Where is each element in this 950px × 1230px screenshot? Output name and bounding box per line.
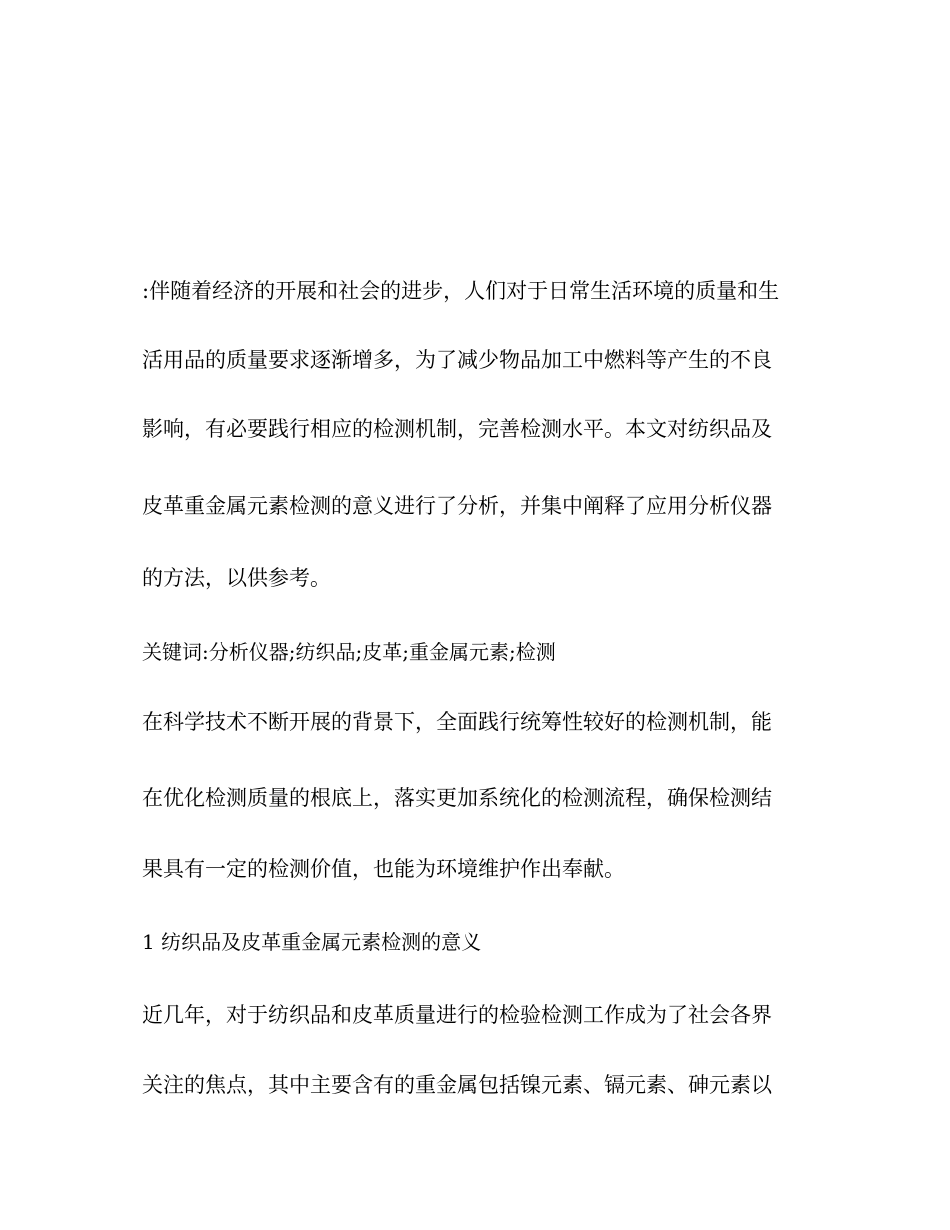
- abstract-line: 活用品的质量要求逐渐增多，为了减少物品加工中燃料等产生的不良: [142, 348, 772, 372]
- section-body-line: 关注的焦点，其中主要含有的重金属包括镍元素、镉元素、砷元素以: [142, 1073, 772, 1097]
- intro-line: 果具有一定的检测价值，也能为环境维护作出奉献。: [142, 857, 625, 881]
- section-body-line: 近几年，对于纺织品和皮革质量进行的检验检测工作成为了社会各界: [142, 1003, 772, 1027]
- keywords-line: 关键词:分析仪器;纺织品;皮革;重金属元素;检测: [142, 640, 556, 664]
- section-heading: 1 纺织品及皮革重金属元素检测的意义: [142, 930, 482, 954]
- abstract-line: 皮革重金属元素检测的意义进行了分析，并集中阐释了应用分析仪器: [142, 494, 772, 518]
- intro-line: 在优化检测质量的根底上，落实更加系统化的检测流程，确保检测结: [142, 786, 772, 810]
- intro-line: 在科学技术不断开展的背景下，全面践行统筹性较好的检测机制，能: [142, 710, 772, 734]
- abstract-line: 影响，有必要践行相应的检测机制，完善检测水平。本文对纺织品及: [142, 417, 772, 441]
- abstract-line: :伴随着经济的开展和社会的进步，人们对于日常生活环境的质量和生: [142, 279, 780, 303]
- abstract-line: 的方法，以供参考。: [142, 566, 331, 590]
